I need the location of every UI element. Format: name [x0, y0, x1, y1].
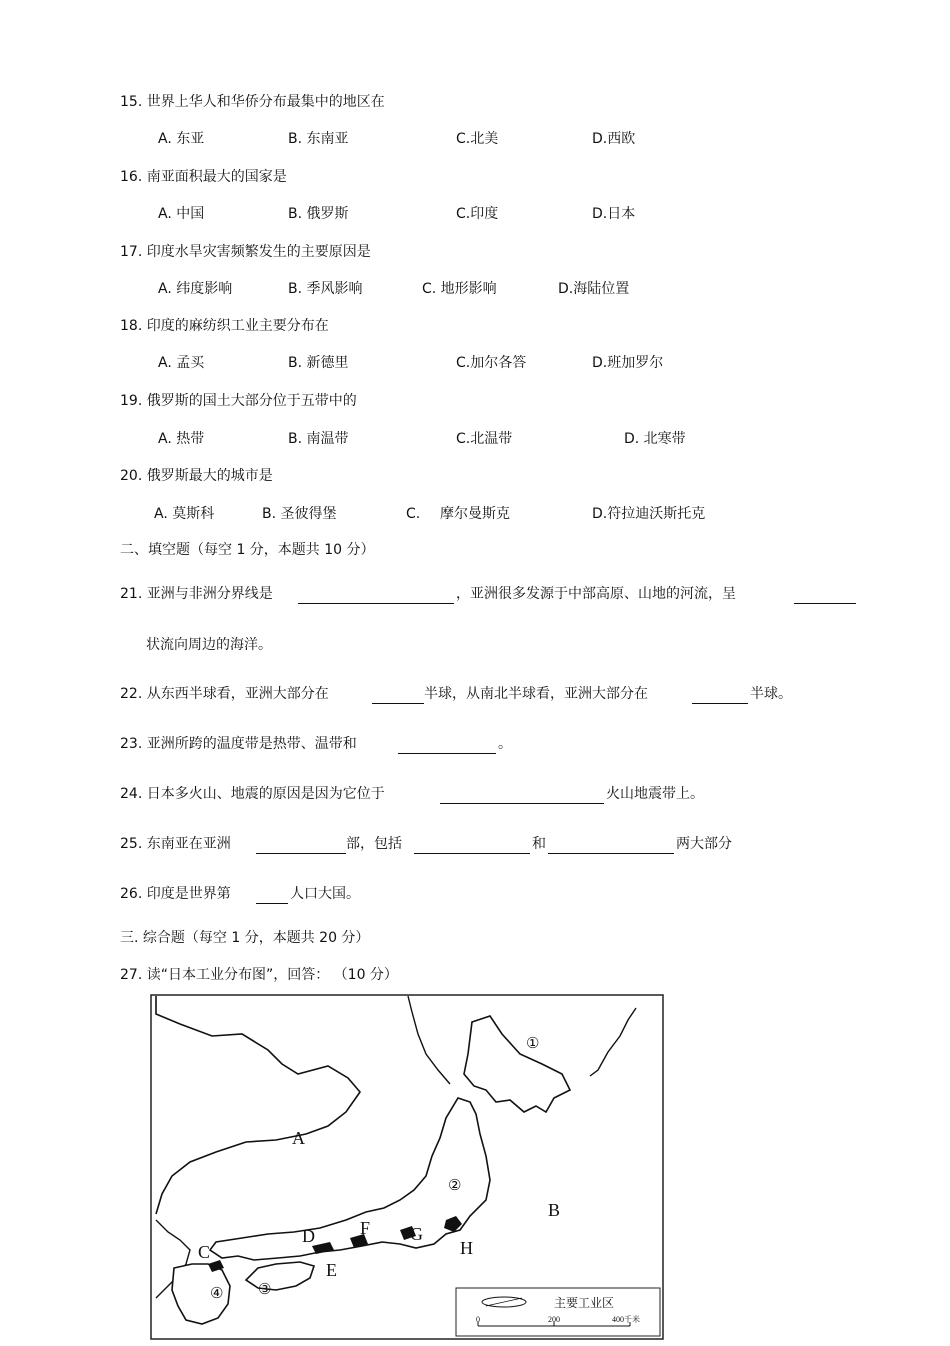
q25-blank-3[interactable]: [548, 835, 674, 854]
q24-text-2: 火山地震带上。: [606, 786, 704, 802]
map-region-number: ②: [448, 1178, 462, 1194]
answer-option[interactable]: D.日本: [592, 206, 636, 222]
answer-option[interactable]: B. 季风影响: [288, 281, 363, 297]
answer-option[interactable]: A. 孟买: [158, 355, 205, 371]
q24-blank[interactable]: [440, 785, 604, 804]
q22-text-2: 半球，从南北半球看，亚洲大部分在: [424, 686, 648, 702]
q23-blank[interactable]: [398, 735, 496, 754]
map-region-number: ①: [526, 1036, 540, 1052]
q22-text-1: 22. 从东西半球看，亚洲大部分在: [120, 686, 329, 702]
question-stem: 18. 印度的麻纺织工业主要分布在: [120, 318, 329, 334]
q22-blank-1[interactable]: [372, 685, 424, 704]
map-label: E: [326, 1260, 337, 1280]
q25-text-4: 两大部分: [676, 836, 732, 852]
answer-option[interactable]: A. 纬度影响: [158, 281, 233, 297]
answer-option[interactable]: A. 中国: [158, 206, 205, 222]
q23-text-2: 。: [498, 736, 512, 752]
answer-option[interactable]: B. 圣彼得堡: [262, 506, 337, 522]
q22-text-3: 半球。: [750, 686, 792, 702]
question-stem: 19. 俄罗斯的国土大部分位于五带中的: [120, 393, 357, 409]
question-stem: 16. 南亚面积最大的国家是: [120, 169, 287, 185]
q21-blank-2[interactable]: [794, 585, 856, 604]
map-label: A: [292, 1128, 305, 1148]
map-region-number: ③: [258, 1282, 272, 1298]
answer-option[interactable]: B. 南温带: [288, 431, 349, 447]
answer-option[interactable]: C.北美: [456, 131, 499, 147]
answer-option[interactable]: C.加尔各答: [456, 355, 527, 371]
question-stem: 17. 印度水旱灾害频繁发生的主要原因是: [120, 244, 371, 260]
answer-option[interactable]: D.符拉迪沃斯托克: [592, 506, 706, 522]
answer-option[interactable]: D.班加罗尔: [592, 355, 664, 371]
map-label: F: [360, 1218, 371, 1238]
map-label: H: [460, 1238, 473, 1258]
answer-option[interactable]: A. 莫斯科: [154, 506, 215, 522]
question-stem: 15. 世界上华人和华侨分布最集中的地区在: [120, 94, 385, 110]
q25-blank-2[interactable]: [414, 835, 530, 854]
answer-option[interactable]: C. 地形影响: [422, 281, 497, 297]
scale-label: 400千米: [612, 1315, 640, 1324]
answer-option[interactable]: C.北温带: [456, 431, 513, 447]
q23-text-1: 23. 亚洲所跨的温度带是热带、温带和: [120, 736, 357, 752]
answer-option[interactable]: D.西欧: [592, 131, 636, 147]
question-stem: 20. 俄罗斯最大的城市是: [120, 468, 273, 484]
q25-text-3: 和: [532, 836, 546, 852]
answer-option[interactable]: B. 新德里: [288, 355, 349, 371]
answer-option[interactable]: B. 东南亚: [288, 131, 349, 147]
q26-blank[interactable]: [256, 885, 288, 904]
answer-option[interactable]: C.印度: [456, 206, 499, 222]
map-label: D: [302, 1226, 315, 1246]
q21-text-1: 21. 亚洲与非洲分界线是: [120, 586, 273, 602]
map-label: B: [548, 1200, 561, 1220]
scale-label: 200: [548, 1315, 560, 1324]
q25-text-2: 部，包括: [346, 836, 402, 852]
q26-text-2: 人口大国。: [290, 886, 360, 902]
answer-option[interactable]: B. 俄罗斯: [288, 206, 349, 222]
map-region-number: ④: [210, 1286, 224, 1302]
q26-text-1: 26. 印度是世界第: [120, 886, 231, 902]
answer-option[interactable]: D. 北寒带: [624, 431, 686, 447]
answer-option[interactable]: A. 东亚: [158, 131, 205, 147]
q21-blank-1[interactable]: [298, 585, 454, 604]
answer-option[interactable]: 摩尔曼斯克: [440, 506, 510, 522]
scale-label: 0: [476, 1315, 480, 1324]
q27-stem-text: 27. 读“日本工业分布图”，回答： （10 分）: [120, 967, 398, 983]
q22-blank-2[interactable]: [692, 685, 748, 704]
answer-option[interactable]: C.: [406, 506, 421, 522]
q21-text-2: ，亚洲很多发源于中部高原、山地的河流，呈: [456, 586, 736, 602]
q25-blank-1[interactable]: [256, 835, 346, 854]
map-label: C: [198, 1242, 211, 1262]
map-label: G: [410, 1224, 423, 1244]
legend-label: 主要工业区: [554, 1296, 615, 1310]
japan-industry-map: [150, 994, 665, 1340]
q25-text-1: 25. 东南亚在亚洲: [120, 836, 231, 852]
section-3-heading: 三. 综合题（每空 1 分，本题共 20 分）: [120, 930, 370, 946]
q24-text-1: 24. 日本多火山、地震的原因是因为它位于: [120, 786, 385, 802]
section-2-heading: 二、填空题（每空 1 分，本题共 10 分）: [120, 542, 375, 558]
answer-option[interactable]: A. 热带: [158, 431, 205, 447]
answer-option[interactable]: D.海陆位置: [558, 281, 630, 297]
q21-text-3: 状流向周边的海洋。: [146, 637, 272, 653]
